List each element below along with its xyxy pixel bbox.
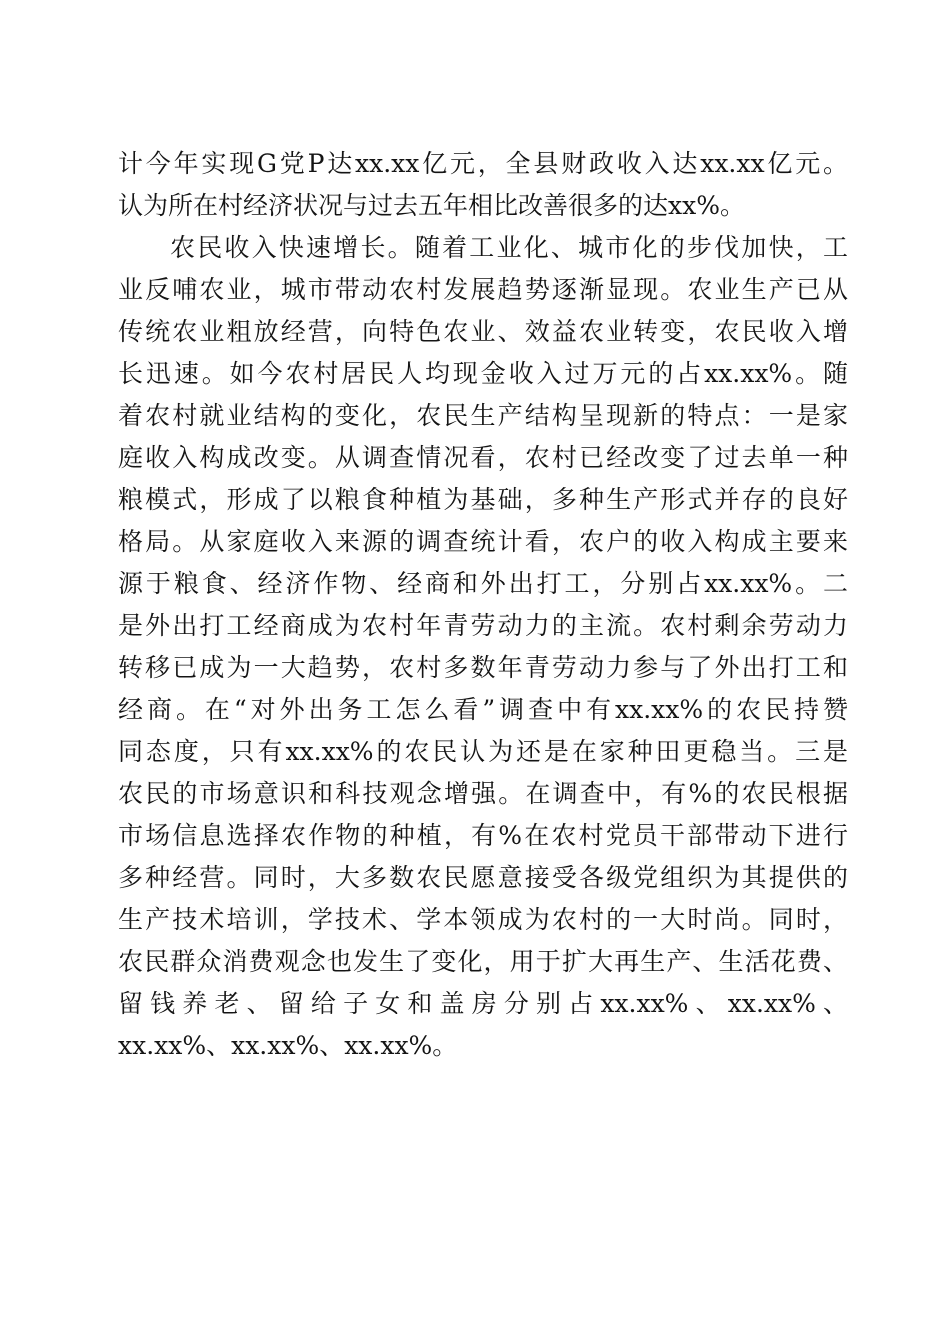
text-line: 业反哺农业，城市带动农村发展趋势逐渐显现。农业生产已从 xyxy=(118,275,848,304)
text-line: 长迅速。如今农村居民人均现金收入过万元的占xx.xx%。随 xyxy=(118,359,848,388)
text-line: 同态度，只有xx.xx%的农民认为还是在家种田更稳当。三是 xyxy=(118,737,848,766)
text-line: 留钱养老、留给子女和盖房分别占xx.xx%、xx.xx%、 xyxy=(118,989,848,1018)
text-line: 着农村就业结构的变化，农民生产结构呈现新的特点：一是家 xyxy=(118,401,848,430)
paragraph-first-line: 农民收入快速增长。随着工业化、城市化的步伐加快，工 xyxy=(170,233,848,262)
text-line: xx.xx%、xx.xx%、xx.xx%。 xyxy=(118,1031,458,1060)
text-line: 是外出打工经商成为农村年青劳动力的主流。农村剩余劳动力 xyxy=(118,611,848,640)
text-line: 粮模式，形成了以粮食种植为基础，多种生产形式并存的良好 xyxy=(118,485,848,514)
text-line: 转移已成为一大趋势，农村多数年青劳动力参与了外出打工和 xyxy=(118,653,848,682)
text-line: 传统农业粗放经营，向特色农业、效益农业转变，农民收入增 xyxy=(118,317,848,346)
text-line: 多种经营。同时，大多数农民愿意接受各级党组织为其提供的 xyxy=(118,863,848,892)
text-line: 经商。在“对外出务工怎么看”调查中有xx.xx%的农民持赞 xyxy=(118,695,848,724)
text-line: 庭收入构成改变。从调查情况看，农村已经改变了过去单一种 xyxy=(118,443,848,472)
text-line: 农民群众消费观念也发生了变化，用于扩大再生产、生活花费、 xyxy=(118,947,848,976)
text-line: 源于粮食、经济作物、经商和外出打工，分别占xx.xx%。二 xyxy=(118,569,848,598)
text-line: 农民的市场意识和科技观念增强。在调查中，有%的农民根据 xyxy=(118,779,848,808)
text-line: 格局。从家庭收入来源的调查统计看，农户的收入构成主要来 xyxy=(118,527,848,556)
text-line: 生产技术培训，学技术、学本领成为农村的一大时尚。同时， xyxy=(118,905,848,934)
text-line: 认为所在村经济状况与过去五年相比改善很多的达xx%。 xyxy=(118,191,745,220)
text-line: 市场信息选择农作物的种植，有%在农村党员干部带动下进行 xyxy=(118,821,848,850)
text-line: 计今年实现G党P达xx.xx亿元，全县财政收入达xx.xx亿元。 xyxy=(118,149,848,178)
document-body xyxy=(118,143,848,1067)
